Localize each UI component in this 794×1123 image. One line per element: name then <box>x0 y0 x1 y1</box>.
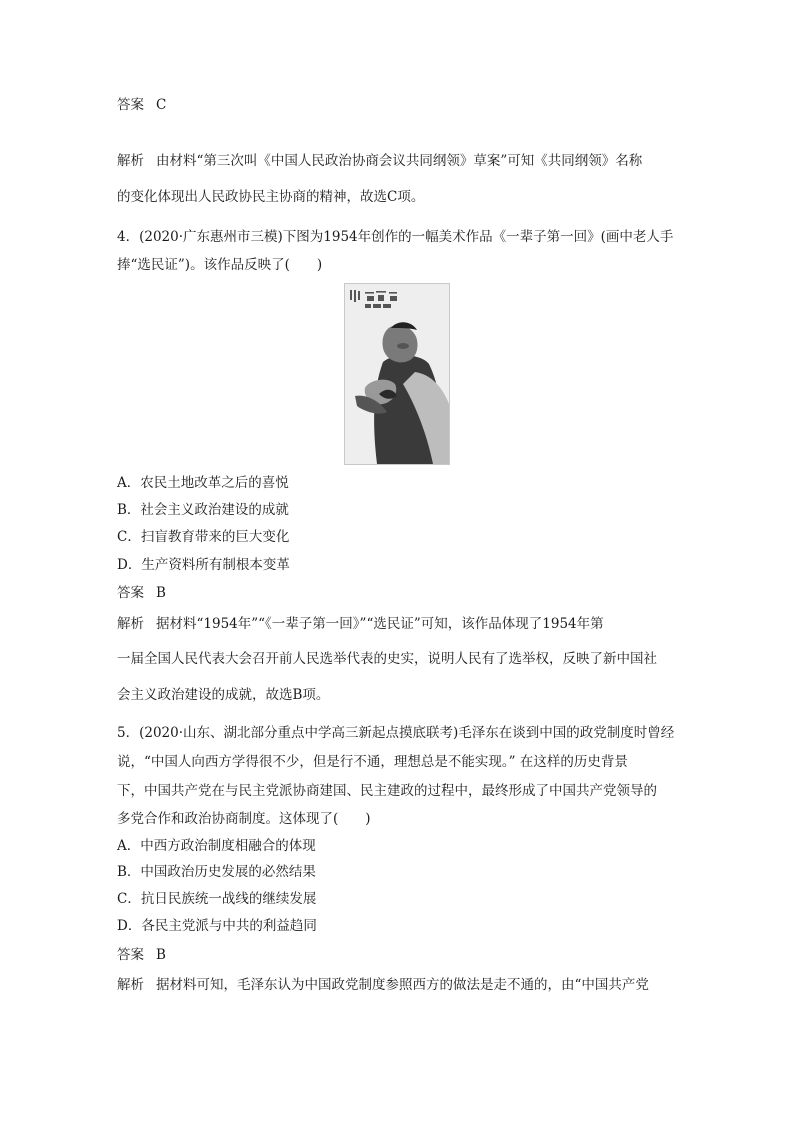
analysis-line-q4-2: 一届全国人民代表大会召开前人民选举代表的史实，说明人民有了选举权，反映了新中国社 <box>117 651 657 667</box>
analysis-line-q5-1 <box>117 976 649 994</box>
analysis-label: 解析 <box>117 153 144 169</box>
analysis-text: 据材料可知，毛泽东认为中国政党制度参照西方的做法是走不通的，由“中国共产党 <box>156 977 649 993</box>
answer-line-q4 <box>117 584 166 602</box>
answer-label: 答案 <box>117 97 144 113</box>
question-5-stem-2: 说，“中国人向西方学得很不少，但是行不通，理想总是不能实现。” 在这样的历史背景 <box>117 754 628 770</box>
analysis-line-q3-2: 的变化体现出人民政协民主协商的精神，故选C项。 <box>117 189 425 205</box>
question-4-option-d: D．生产资料所有制根本变革 <box>117 557 290 573</box>
question-5-option-c: C．抗日民族统一战线的继续发展 <box>117 891 317 907</box>
question-5-stem-3: 下，中国共产党在与民主党派协商建国、民主建政的过程中，最终形成了中国共产党领导的 <box>117 783 657 799</box>
question-4-stem-2: 捧“选民证”)。该作品反映了( ) <box>117 257 323 273</box>
question-4-option-a: A．农民土地改革之后的喜悦 <box>117 475 289 491</box>
answer-value: B <box>156 947 166 963</box>
answer-label: 答案 <box>117 947 144 963</box>
analysis-line-q4-1 <box>117 615 604 633</box>
question-4-option-b: B．社会主义政治建设的成就 <box>117 502 289 518</box>
artwork-drawing <box>345 284 449 464</box>
answer-value: C <box>156 97 167 113</box>
answer-line-q3 <box>117 96 166 114</box>
analysis-text: 据材料“1954年”“《一辈子第一回》”“选民证”可知，该作品体现了1954年第 <box>156 616 604 632</box>
question-5-stem-1: 5．(2020·山东、湖北部分重点中学高三新起点摸底联考)毛泽东在谈到中国的政党制度时曾经 <box>117 725 675 741</box>
answer-value: B <box>156 585 166 601</box>
answer-line-q5 <box>117 946 166 964</box>
question-4-stem-1: 4．(2020·广东惠州市三模)下图为1954年创作的一幅美术作品《一辈子第一回》(画中老人手 <box>117 229 674 245</box>
question-5-option-b: B．中国政治历史发展的必然结果 <box>117 864 316 880</box>
question-4-option-c: C．扫盲教育带来的巨大变化 <box>117 529 290 545</box>
question-5-option-d: D．各民主党派与中共的利益趋同 <box>117 918 317 934</box>
analysis-line-q4-3: 会主义政治建设的成就，故选B项。 <box>117 687 330 703</box>
artwork-image-elder-holding-voter-card <box>344 283 450 465</box>
answer-label: 答案 <box>117 585 144 601</box>
analysis-line-q3-1 <box>117 152 642 170</box>
analysis-label: 解析 <box>117 616 144 632</box>
question-5-stem-4: 多党合作和政治协商制度。这体现了( ) <box>117 811 371 827</box>
question-5-option-a: A．中西方政治制度相融合的体现 <box>117 838 316 854</box>
analysis-label: 解析 <box>117 977 144 993</box>
analysis-text: 由材料“第三次叫《中国人民政治协商会议共同纲领》草案”可知《共同纲领》名称 <box>156 153 643 169</box>
